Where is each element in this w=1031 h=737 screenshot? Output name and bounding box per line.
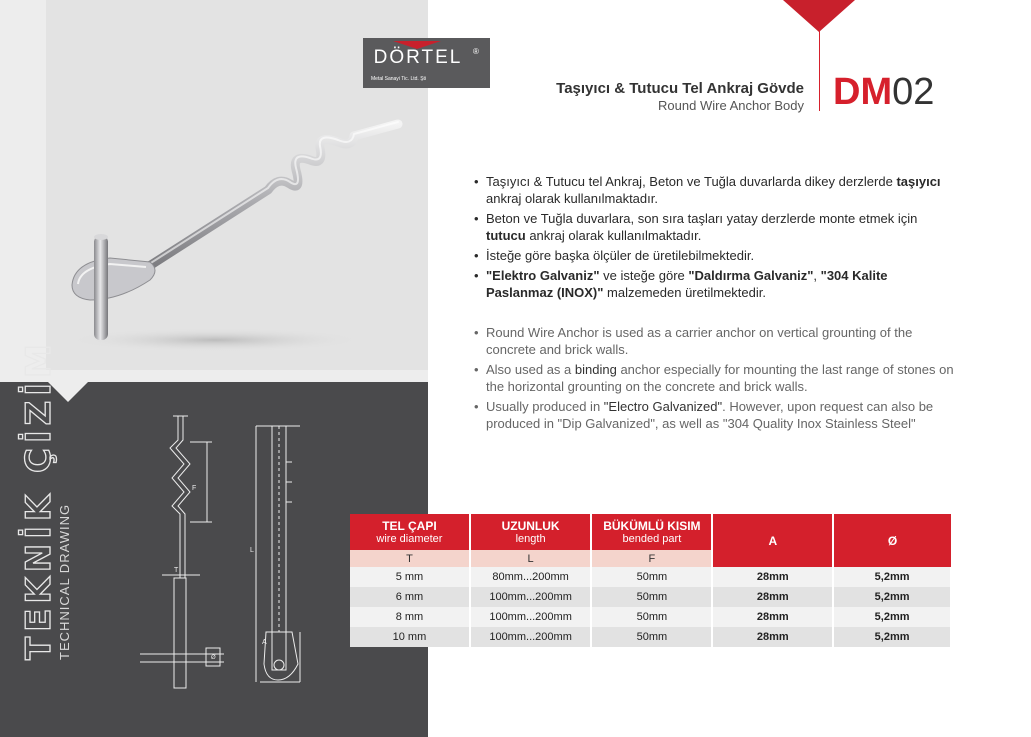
company-name: Metal Sanayi Tic. Ltd. Şti [371, 76, 427, 82]
header-bended-part: BÜKÜMLÜ KISIM bended part [591, 514, 712, 550]
dim-label-t: T [174, 567, 179, 574]
header-a: A [712, 514, 833, 567]
header-wire-diameter: TEL ÇAPI wire diameter [350, 514, 470, 550]
title-technical-drawing: TECHNICAL DRAWING [57, 503, 72, 660]
description-list-en [474, 324, 954, 435]
registered-mark: ® [473, 47, 479, 56]
table-cell: 28mm [712, 627, 833, 647]
list-item: • İsteğe göre başka ölçüler de üretilebilmektedir. [474, 247, 954, 264]
symbol-l: L [470, 550, 591, 567]
title-teknik-cizim: TEKNİK ÇİZİM [19, 339, 59, 660]
table-cell: 5,2mm [833, 587, 951, 607]
table-row [350, 607, 951, 627]
table-cell: 50mm [591, 587, 712, 607]
list-item: • "Elektro Galvaniz" ve isteğe göre "Daldırma Galvaniz", "304 Kalite Paslanmaz (INOX)" malzemeden üretilmektedir. [474, 267, 954, 301]
table-cell: 5,2mm [833, 607, 951, 627]
spec-table [350, 514, 952, 647]
header-length: UZUNLUK length [470, 514, 591, 550]
front-view [140, 416, 224, 688]
table-header-row [350, 514, 951, 550]
list-item: • Round Wire Anchor is used as a carrier anchor on vertical grounting of the concrete and brick walls. [474, 324, 954, 358]
header-diameter: Ø [833, 514, 951, 567]
table-cell: 50mm [591, 567, 712, 587]
dim-label-l: L [250, 547, 254, 554]
title-divider [819, 28, 820, 111]
table-cell: 6 mm [350, 587, 470, 607]
table-cell: 10 mm [350, 627, 470, 647]
dim-label-f: F [192, 485, 197, 492]
description-list-tr [474, 173, 954, 304]
table-cell: 100mm...200mm [470, 587, 591, 607]
list-item: • Usually produced in "Electro Galvanized". However, upon request can also be produced in "Dip Galvanized", as well as "304 Quality Inox Stainless Steel" [474, 398, 954, 432]
dim-label-a: A [262, 639, 267, 646]
table-row [350, 627, 951, 647]
table-cell: 80mm...200mm [470, 567, 591, 587]
symbol-f: F [591, 550, 712, 567]
table-cell: 5,2mm [833, 627, 951, 647]
list-item: • Beton ve Tuğla duvarlara, son sıra taşları yatay derzlerde monte etmek için tutucu ankraj olarak kullanılmaktadır. [474, 210, 954, 244]
symbol-t: T [350, 550, 470, 567]
table-cell: 50mm [591, 627, 712, 647]
dim-label-dia: Ø [211, 654, 216, 661]
product-code [833, 72, 934, 112]
table-row [350, 587, 951, 607]
table-cell: 100mm...200mm [470, 607, 591, 627]
brand-logo [363, 38, 490, 88]
table-cell: 50mm [591, 607, 712, 627]
table-cell: 5 mm [350, 567, 470, 587]
brand-name: DÖRTEL [373, 47, 463, 68]
product-title-en: Round Wire Anchor Body [658, 98, 804, 113]
list-item: • Also used as a binding anchor especially for mounting the last range of stones on the horizontal grounting on the concrete and brick walls. [474, 361, 954, 395]
product-code-number: 02 [892, 71, 935, 113]
product-title-tr: Taşıyıcı & Tutucu Tel Ankraj Gövde [556, 80, 804, 97]
table-cell: 5,2mm [833, 567, 951, 587]
table-cell: 28mm [712, 567, 833, 587]
table-cell: 28mm [712, 607, 833, 627]
table-cell: 28mm [712, 587, 833, 607]
table-cell: 8 mm [350, 607, 470, 627]
table-row [350, 567, 951, 587]
list-item: • Taşıyıcı & Tutucu tel Ankraj, Beton ve Tuğla duvarlarda dikey derzlerde taşıyıcı ankraj olarak kullanılmaktadır. [474, 173, 954, 207]
table-cell: 100mm...200mm [470, 627, 591, 647]
product-code-prefix: DM [833, 71, 893, 113]
